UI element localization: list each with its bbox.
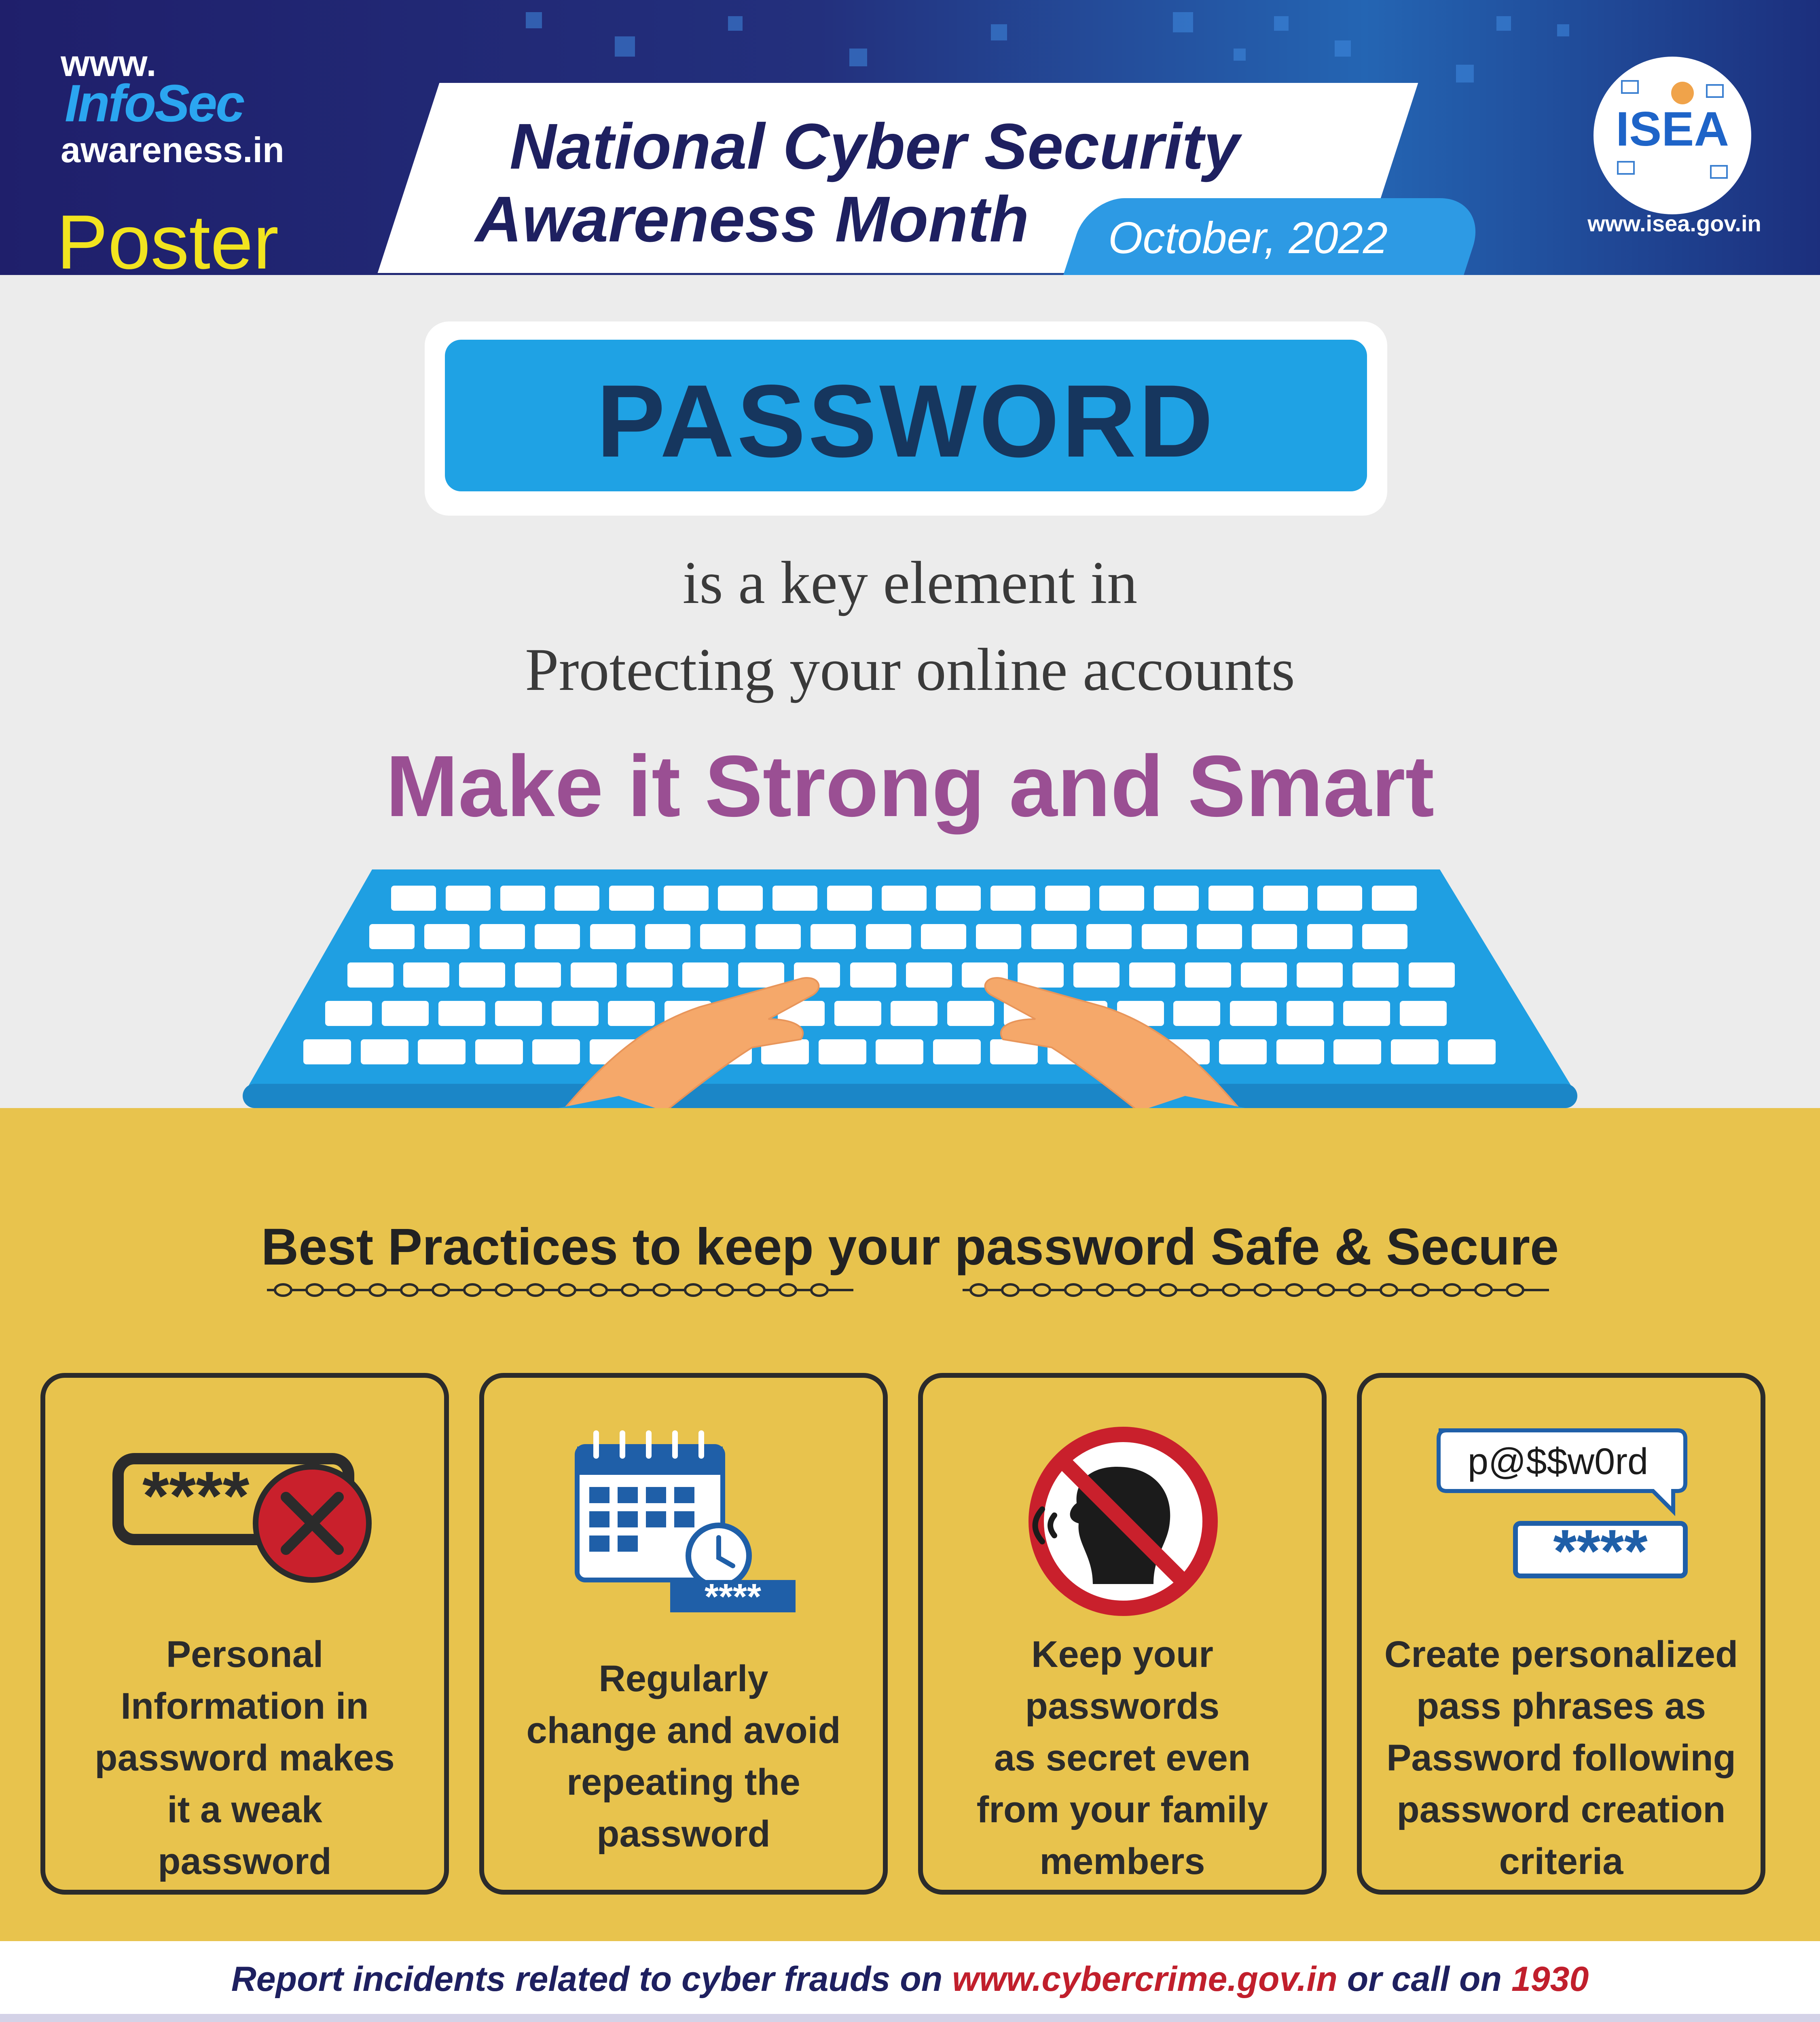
- best-practices-title: Best Practices to keep your password Safe & Secure: [261, 1218, 1559, 1276]
- campaign-date: October, 2022: [1108, 213, 1388, 263]
- keyboard-key: [369, 924, 415, 949]
- keyboard-key: [827, 886, 872, 911]
- keyboard-key: [664, 886, 709, 911]
- chain-link: [496, 1284, 512, 1296]
- keyboard-key: [866, 924, 911, 949]
- keyboard-key: [819, 1039, 866, 1064]
- chain-link: [1444, 1284, 1460, 1296]
- chain-link: [1097, 1284, 1113, 1296]
- chain-link: [1034, 1284, 1050, 1296]
- chain-link: [1255, 1284, 1271, 1296]
- chain-link: [1286, 1284, 1302, 1296]
- keyboard-key: [933, 1039, 981, 1064]
- poster-label: Poster: [57, 199, 279, 285]
- keyboard-key: [1142, 924, 1187, 949]
- keyboard-key: [850, 962, 896, 988]
- chain-link: [622, 1284, 638, 1296]
- keyboard-key: [700, 924, 745, 949]
- keyboard-key: [772, 886, 817, 911]
- keyboard-key: [475, 1039, 523, 1064]
- keyboard-key: [921, 924, 966, 949]
- keyboard-key: [626, 962, 673, 988]
- chain-link: [1002, 1284, 1018, 1296]
- chain-link: [1065, 1284, 1081, 1296]
- keyboard-key: [990, 886, 1035, 911]
- keyboard-key: [1129, 962, 1175, 988]
- svg-text:****: ****: [704, 1577, 762, 1616]
- keyboard-key: [645, 924, 690, 949]
- report-prefix: Report incidents related to cyber frauds on: [231, 1960, 952, 1999]
- keyboard-key: [535, 924, 580, 949]
- keyboard-key: [303, 1039, 351, 1064]
- keyboard-key: [1276, 1039, 1324, 1064]
- keyboard-key: [936, 886, 981, 911]
- chain-link: [307, 1284, 323, 1296]
- keyboard-key: [1352, 962, 1399, 988]
- practice-text-2: Regularly change and avoid repeating the password: [526, 1658, 841, 1855]
- keyboard-key: [361, 1039, 408, 1064]
- chain-link: [971, 1284, 987, 1296]
- keyboard-key: [976, 924, 1021, 949]
- keyboard-key: [1343, 1001, 1390, 1026]
- keyboard-key: [1333, 1039, 1381, 1064]
- chain-link: [654, 1284, 670, 1296]
- keyboard-key: [718, 886, 763, 911]
- keyboard-key: [347, 962, 394, 988]
- brand-www: www.: [61, 43, 157, 84]
- brand-infosec-logo: InfoSec: [65, 74, 243, 133]
- keyboard-key: [1400, 1001, 1447, 1026]
- chain-link: [685, 1284, 701, 1296]
- keyboard-key: [1263, 886, 1308, 911]
- keyboard-key: [1230, 1001, 1277, 1026]
- keyboard-key: [906, 962, 952, 988]
- chain-link: [559, 1284, 575, 1296]
- keyboard-key: [1173, 1001, 1220, 1026]
- keyboard-key: [1297, 962, 1343, 988]
- keyboard-key: [418, 1039, 466, 1064]
- chain-link: [780, 1284, 796, 1296]
- keyboard-key: [834, 1001, 881, 1026]
- report-incidents-text: [0, 1959, 1820, 1999]
- tagline-line1: is a key element in: [682, 549, 1138, 616]
- keyboard-key: [738, 962, 784, 988]
- masked-password-x-icon: [106, 1422, 389, 1616]
- keyboard-key: [756, 924, 801, 949]
- chain-link: [1475, 1284, 1492, 1296]
- chain-link: [433, 1284, 449, 1296]
- chain-link: [370, 1284, 386, 1296]
- keyboard-key: [1099, 886, 1144, 911]
- keyboard-key: [1409, 962, 1455, 988]
- keyboard-key: [1018, 962, 1064, 988]
- svg-text:****: ****: [1553, 1517, 1648, 1585]
- campaign-title-line1: National Cyber Security: [510, 110, 1240, 182]
- keyboard-key: [1391, 1039, 1439, 1064]
- chain-link: [1412, 1284, 1428, 1296]
- calendar-clock-icon: [545, 1422, 828, 1616]
- keyboard-key: [532, 1039, 580, 1064]
- keyboard-key: [495, 1001, 542, 1026]
- keyboard-key: [1448, 1039, 1496, 1064]
- keyboard-key: [1219, 1039, 1267, 1064]
- practice-card-personal-info: [40, 1373, 449, 1895]
- keyboard-key: [1197, 924, 1242, 949]
- keyboard-key: [446, 886, 491, 911]
- chain-link: [401, 1284, 417, 1296]
- keyboard-key: [382, 1001, 429, 1026]
- practice-text-3: Keep your passwords as secret even from your family members: [976, 1634, 1268, 1882]
- keyboard-key: [1031, 924, 1077, 949]
- chain-link: [590, 1284, 607, 1296]
- helpline-number: 1930: [1511, 1960, 1589, 1999]
- keyboard-key: [1241, 962, 1287, 988]
- isea-url[interactable]: www.isea.gov.in: [1587, 211, 1761, 236]
- keyboard-key: [1252, 924, 1297, 949]
- chain-link: [1223, 1284, 1239, 1296]
- practice-card-keep-secret: [918, 1373, 1327, 1895]
- tagline-line2: Protecting your online accounts: [525, 636, 1295, 703]
- keyboard-key: [1154, 886, 1199, 911]
- keyboard-key: [891, 1001, 938, 1026]
- keyboard-key: [515, 962, 561, 988]
- keyboard-key: [325, 1001, 372, 1026]
- keyboard-key: [1317, 886, 1362, 911]
- practice-text-4: Create personalized pass phrases as Password following password creation criteria: [1384, 1634, 1738, 1882]
- keyboard-key: [1372, 886, 1417, 911]
- practice-text-1: Personal Information in password makes it a weak password: [95, 1634, 395, 1882]
- keyboard-key: [876, 1039, 923, 1064]
- keyboard-key: [571, 962, 617, 988]
- keyboard-key: [438, 1001, 485, 1026]
- practice-card-regular-change: [479, 1373, 888, 1895]
- chain-link: [464, 1284, 480, 1296]
- chain-link: [1191, 1284, 1208, 1296]
- cybercrime-link[interactable]: www.cybercrime.gov.in: [952, 1960, 1337, 1999]
- chain-link: [1507, 1284, 1523, 1296]
- keyboard-key: [1287, 1001, 1333, 1026]
- keyboard-key: [500, 886, 545, 911]
- brand-awareness: awareness.in: [61, 130, 284, 170]
- keyboard-key: [882, 886, 927, 911]
- passphrase-bubble-icon: [1422, 1422, 1706, 1616]
- chain-link: [1318, 1284, 1334, 1296]
- keyboard-key: [1086, 924, 1132, 949]
- keyboard-key: [554, 886, 599, 911]
- keyboard-key: [1045, 886, 1090, 911]
- chain-link: [527, 1284, 544, 1296]
- chain-link: [717, 1284, 733, 1296]
- keyboard-key: [682, 962, 728, 988]
- chain-link: [1160, 1284, 1176, 1296]
- keyboard-key: [552, 1001, 599, 1026]
- keyboard-key: [947, 1001, 994, 1026]
- isea-logo-text: ISEA: [1615, 102, 1729, 156]
- keyboard-key: [609, 886, 654, 911]
- chain-link: [275, 1284, 291, 1296]
- keyboard-key: [403, 962, 449, 988]
- chain-divider-right: [963, 1282, 1549, 1298]
- keyboard-key: [480, 924, 525, 949]
- chain-link: [1128, 1284, 1145, 1296]
- chain-link: [1381, 1284, 1397, 1296]
- keyboard-key: [1307, 924, 1352, 949]
- keyboard-key: [1185, 962, 1231, 988]
- svg-text:p@$$w0rd: p@$$w0rd: [1467, 1441, 1649, 1482]
- chain-link: [338, 1284, 354, 1296]
- keyboard-key: [608, 1001, 655, 1026]
- no-speaking-icon: [984, 1422, 1267, 1616]
- password-heading: PASSWORD: [596, 364, 1216, 479]
- keyboard-key: [590, 924, 635, 949]
- practice-card-pass-phrases: [1357, 1373, 1765, 1895]
- keyboard-illustration: [235, 857, 1585, 1116]
- keyboard-key: [391, 886, 436, 911]
- chain-link: [1349, 1284, 1365, 1296]
- svg-text:****: ****: [142, 1457, 250, 1534]
- keyboard-key: [459, 962, 505, 988]
- chain-divider-left: [267, 1282, 853, 1298]
- keyboard-key: [1362, 924, 1407, 949]
- tagline-emphasis: Make it Strong and Smart: [385, 737, 1435, 835]
- campaign-title-line2: Awareness Month: [475, 183, 1029, 255]
- report-middle: or call on: [1337, 1960, 1511, 1999]
- keyboard-key: [811, 924, 856, 949]
- chain-link: [811, 1284, 827, 1296]
- keyboard-key: [1208, 886, 1253, 911]
- info-bar: [0, 2014, 1820, 2022]
- keyboard-key: [424, 924, 470, 949]
- chain-link: [748, 1284, 764, 1296]
- keyboard-key: [1073, 962, 1120, 988]
